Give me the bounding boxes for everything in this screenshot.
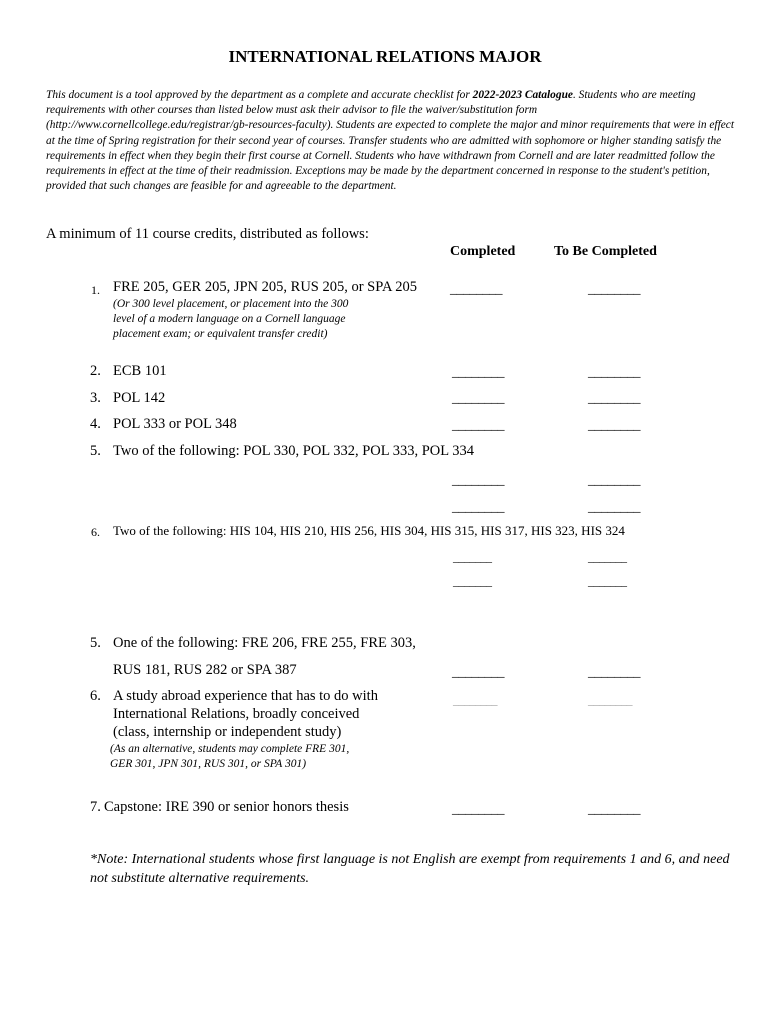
- item-4-completed-blank[interactable]: ________: [452, 418, 504, 433]
- item-2-completed-blank[interactable]: ________: [452, 365, 504, 380]
- item-6-to-be-completed-blank-2[interactable]: _______: [588, 574, 627, 588]
- item-2-number: 2.: [90, 363, 101, 379]
- item-7-number: 5.: [90, 635, 101, 651]
- item-5-text: Two of the following: POL 330, POL 332, POL 333, POL 334: [113, 443, 474, 459]
- item-8-line-1: A study abroad experience that has to do with: [113, 688, 378, 704]
- item-2-to-be-completed-blank[interactable]: ________: [588, 365, 640, 380]
- item-8-note-line-1: (As an alternative, students may complete FRE 301,: [110, 743, 350, 755]
- item-7-line-2: RUS 181, RUS 282 or SPA 387: [113, 662, 297, 678]
- item-3-completed-blank[interactable]: ________: [452, 391, 504, 406]
- item-5-completed-blank-2[interactable]: ________: [452, 500, 504, 515]
- item-6-text: Two of the following: HIS 104, HIS 210, HIS 256, HIS 304, HIS 315, HIS 317, HIS 323, HIS 324: [113, 523, 625, 538]
- catalogue-year: 2022-2023 Catalogue: [472, 89, 573, 101]
- item-7-line-1: One of the following: FRE 206, FRE 255, FRE 303,: [113, 635, 416, 651]
- item-1-text: FRE 205, GER 205, JPN 205, RUS 205, or SPA 205: [113, 279, 418, 295]
- item-5-number: 5.: [90, 443, 101, 459]
- item-1-to-be-completed-blank[interactable]: ________: [588, 282, 640, 297]
- item-9-to-be-completed-blank[interactable]: ________: [588, 802, 640, 817]
- footnote: *Note: International students whose first language is not English are exempt from requirements 1 and 6, and need not substitute alternative requirements.: [90, 852, 730, 886]
- item-6-completed-blank-2[interactable]: _______: [453, 574, 492, 588]
- item-7-to-be-completed-blank[interactable]: ________: [588, 665, 640, 680]
- item-6-number: 6.: [91, 525, 100, 539]
- item-9-number: 7.: [90, 799, 101, 815]
- intro-text-after: . Students who are meeting requirements with other courses than listed below must ask their advisor to file the waiver/substitution form (http://www.cornellcollege.edu/registrar/gb-resources-faculty). Students are expected to complete the major and minor requirements that were in effect at the time of Spring registration for their second year of courses. Transfer students who are admitted with sophomore or higher standing satisfy the requirements in effect when they begin their first course at Cornell. Students who have withdrawn from Cornell and are later readmitted follow the requirements in effect at the time of their readmission. Exceptions may be made by the department concerned in response to the student's petition, provided that such changes are feasible for and agreeable to the department.: [46, 89, 735, 193]
- item-4-text: POL 333 or POL 348: [113, 416, 237, 432]
- minimum-credits: A minimum of 11 course credits, distributed as follows:: [46, 226, 369, 242]
- item-1-completed-blank[interactable]: ________: [450, 282, 502, 297]
- item-4-number: 4.: [90, 416, 101, 432]
- item-8-completed-blank[interactable]: ________: [453, 693, 497, 707]
- item-9-completed-blank[interactable]: ________: [452, 802, 504, 817]
- item-3-text: POL 142: [113, 390, 166, 406]
- intro-paragraph: [46, 88, 736, 194]
- item-3-number: 3.: [90, 390, 101, 406]
- page-title: INTERNATIONAL RELATIONS MAJOR: [228, 47, 542, 66]
- item-8-number: 6.: [90, 688, 101, 704]
- item-6-to-be-completed-blank-1[interactable]: _______: [588, 550, 627, 564]
- item-3-to-be-completed-blank[interactable]: ________: [588, 391, 640, 406]
- item-1-number: 1.: [91, 283, 100, 297]
- item-5-to-be-completed-blank-2[interactable]: ________: [588, 500, 640, 515]
- item-6-completed-blank-1[interactable]: _______: [453, 550, 492, 564]
- item-5-to-be-completed-blank-1[interactable]: ________: [588, 473, 640, 488]
- item-9-text: Capstone: IRE 390 or senior honors thesis: [104, 799, 349, 815]
- item-4-to-be-completed-blank[interactable]: ________: [588, 418, 640, 433]
- item-1-note-line-2: level of a modern language on a Cornell language: [113, 313, 346, 325]
- item-5-completed-blank-1[interactable]: ________: [452, 473, 504, 488]
- item-7-completed-blank[interactable]: ________: [452, 665, 504, 680]
- item-1-note-line-1: (Or 300 level placement, or placement into the 300: [113, 298, 349, 310]
- item-2-text: ECB 101: [113, 363, 167, 379]
- column-to-be-completed: To Be Completed: [554, 244, 657, 259]
- item-8-line-3: (class, internship or independent study): [113, 724, 342, 740]
- column-completed: Completed: [450, 244, 516, 259]
- item-8-line-2: International Relations, broadly conceived: [113, 706, 360, 722]
- intro-text-before: This document is a tool approved by the department as a complete and accurate checklist for: [46, 89, 473, 101]
- item-8-to-be-completed-blank[interactable]: ________: [588, 693, 632, 707]
- item-8-note-line-2: GER 301, JPN 301, RUS 301, or SPA 301): [110, 758, 307, 770]
- item-1-note-line-3: placement exam; or equivalent transfer credit): [113, 328, 328, 340]
